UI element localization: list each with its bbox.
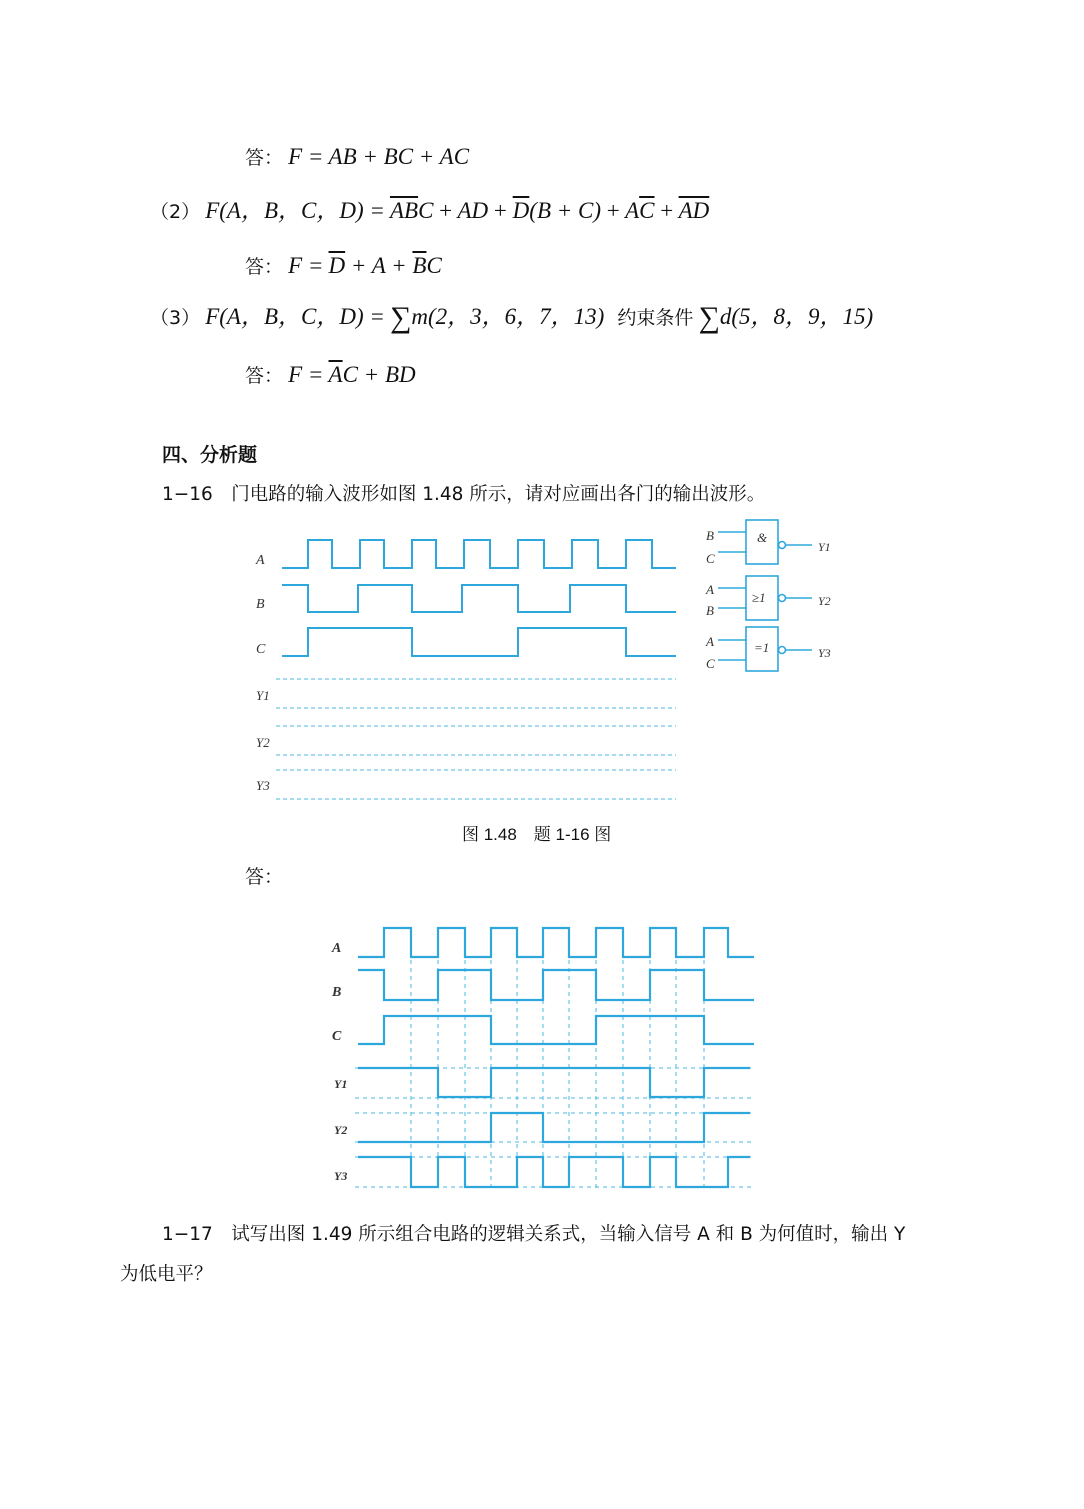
answer-2-mid: + A + [350, 253, 407, 278]
question-2-number: （2） [150, 201, 201, 223]
and-gate-symbol: & [757, 530, 768, 545]
term-b-plus-c: (B + C) [529, 198, 602, 223]
problem-1-17-line1: 1−17 试写出图 1.49 所示组合电路的逻辑关系式，当输入信号 A 和 B 为何值时，输出 Y [162, 1224, 906, 1245]
and-in1: B [706, 528, 714, 543]
xor-out: Y3 [818, 646, 831, 660]
term-a: A [625, 198, 640, 223]
question-3-lhs: F(A，B，C，D) = [205, 304, 385, 329]
term-d-bar: $\overline{D}$ [512, 198, 530, 223]
problem-1-17-line2: 为低电平？ [120, 1264, 213, 1285]
answer-waveform-c [358, 1016, 754, 1044]
problem-1-16: 1−16 门电路的输入波形如图 1.48 所示，请对应画出各门的输出波形。 [162, 484, 766, 505]
answer-2-b-bar: $\overline{B}$ [412, 253, 427, 278]
answer-2-c: C [426, 253, 442, 278]
answer-label-y2: Y2 [334, 1123, 348, 1137]
answer-3-a-bar: $\overline{A}$ [328, 362, 343, 387]
question-2: （2） F(A，B，C，$D) = \overline{AB}C$ + AD + $\overline{D}(B + C) + A\overline{C} + \overline{AD}$ [150, 198, 710, 223]
answer-3-lhs: F = [288, 362, 324, 387]
term-c-bar: $\overline{C}$ [639, 198, 655, 223]
answer-waveform-y2 [358, 1113, 750, 1142]
term-ad-bar: $\overline{AD}$ [678, 198, 710, 223]
sigma-symbol: ∑ [389, 301, 412, 334]
answer-2-d-bar: $\overline{D}$ [328, 253, 346, 278]
answer-waveform-b [358, 970, 754, 1000]
xor-gate-symbol: =1 [754, 640, 770, 655]
answer-label-b: B [332, 985, 342, 1000]
or-gate-symbol: ≥1 [752, 590, 766, 605]
and-out: Y1 [818, 540, 831, 554]
answer-1-lhs: F = [288, 144, 324, 169]
answer-1-rhs: AB + BC + AC [328, 144, 470, 169]
dontcare-list: d(5，8，9，15) [719, 304, 874, 329]
section-heading: 四、分析题 [162, 444, 258, 466]
answer-label: 答： [245, 256, 284, 278]
or-in2: B [706, 603, 714, 618]
answer-3-rest: C + BD [342, 362, 416, 387]
term-ab-bar: $\overline{AB}$ [389, 198, 419, 223]
plus-sign: + [439, 198, 453, 223]
label-c: C [256, 642, 266, 657]
label-a: A [256, 553, 265, 568]
term-c: C [418, 198, 434, 223]
answer-2-lhs: F = [288, 253, 324, 278]
answer-label: 答： [245, 147, 284, 169]
label-y1: Y1 [256, 688, 270, 703]
or-in1: A [706, 582, 714, 597]
term-ad: AD [457, 198, 489, 223]
label-y3: Y3 [256, 778, 270, 793]
label-y2: Y2 [256, 735, 270, 750]
or-out: Y2 [818, 594, 831, 608]
answer-label-waveform: 答： [245, 866, 284, 888]
xor-in2: C [706, 656, 715, 671]
answer-label-y1: Y1 [334, 1077, 348, 1091]
waveform-a [282, 540, 676, 568]
answer-label-a: A [332, 941, 342, 956]
waveform-b [282, 585, 676, 612]
label-b: B [256, 597, 265, 612]
answer-waveform-y3 [358, 1157, 750, 1187]
question-3-number: （3） [150, 307, 201, 329]
figure-caption: 图 1.48 题 1-16 图 [462, 825, 612, 844]
constraint-label: 约束条件 [617, 307, 694, 329]
xor-in1: A [706, 634, 714, 649]
question-2-lhs: F(A，B，C，D) = [205, 198, 385, 223]
minterm-list: m(2，3，6，7，13) [411, 304, 605, 329]
answer-waveform-a [358, 928, 754, 957]
answer-label: 答： [245, 365, 284, 387]
answer-label-c: C [332, 1029, 342, 1044]
sigma-symbol: ∑ [698, 301, 720, 334]
answer-waveform-y1 [358, 1068, 750, 1097]
waveform-c [282, 628, 676, 656]
and-in2: C [706, 551, 715, 566]
answer-label-y3: Y3 [334, 1169, 348, 1183]
